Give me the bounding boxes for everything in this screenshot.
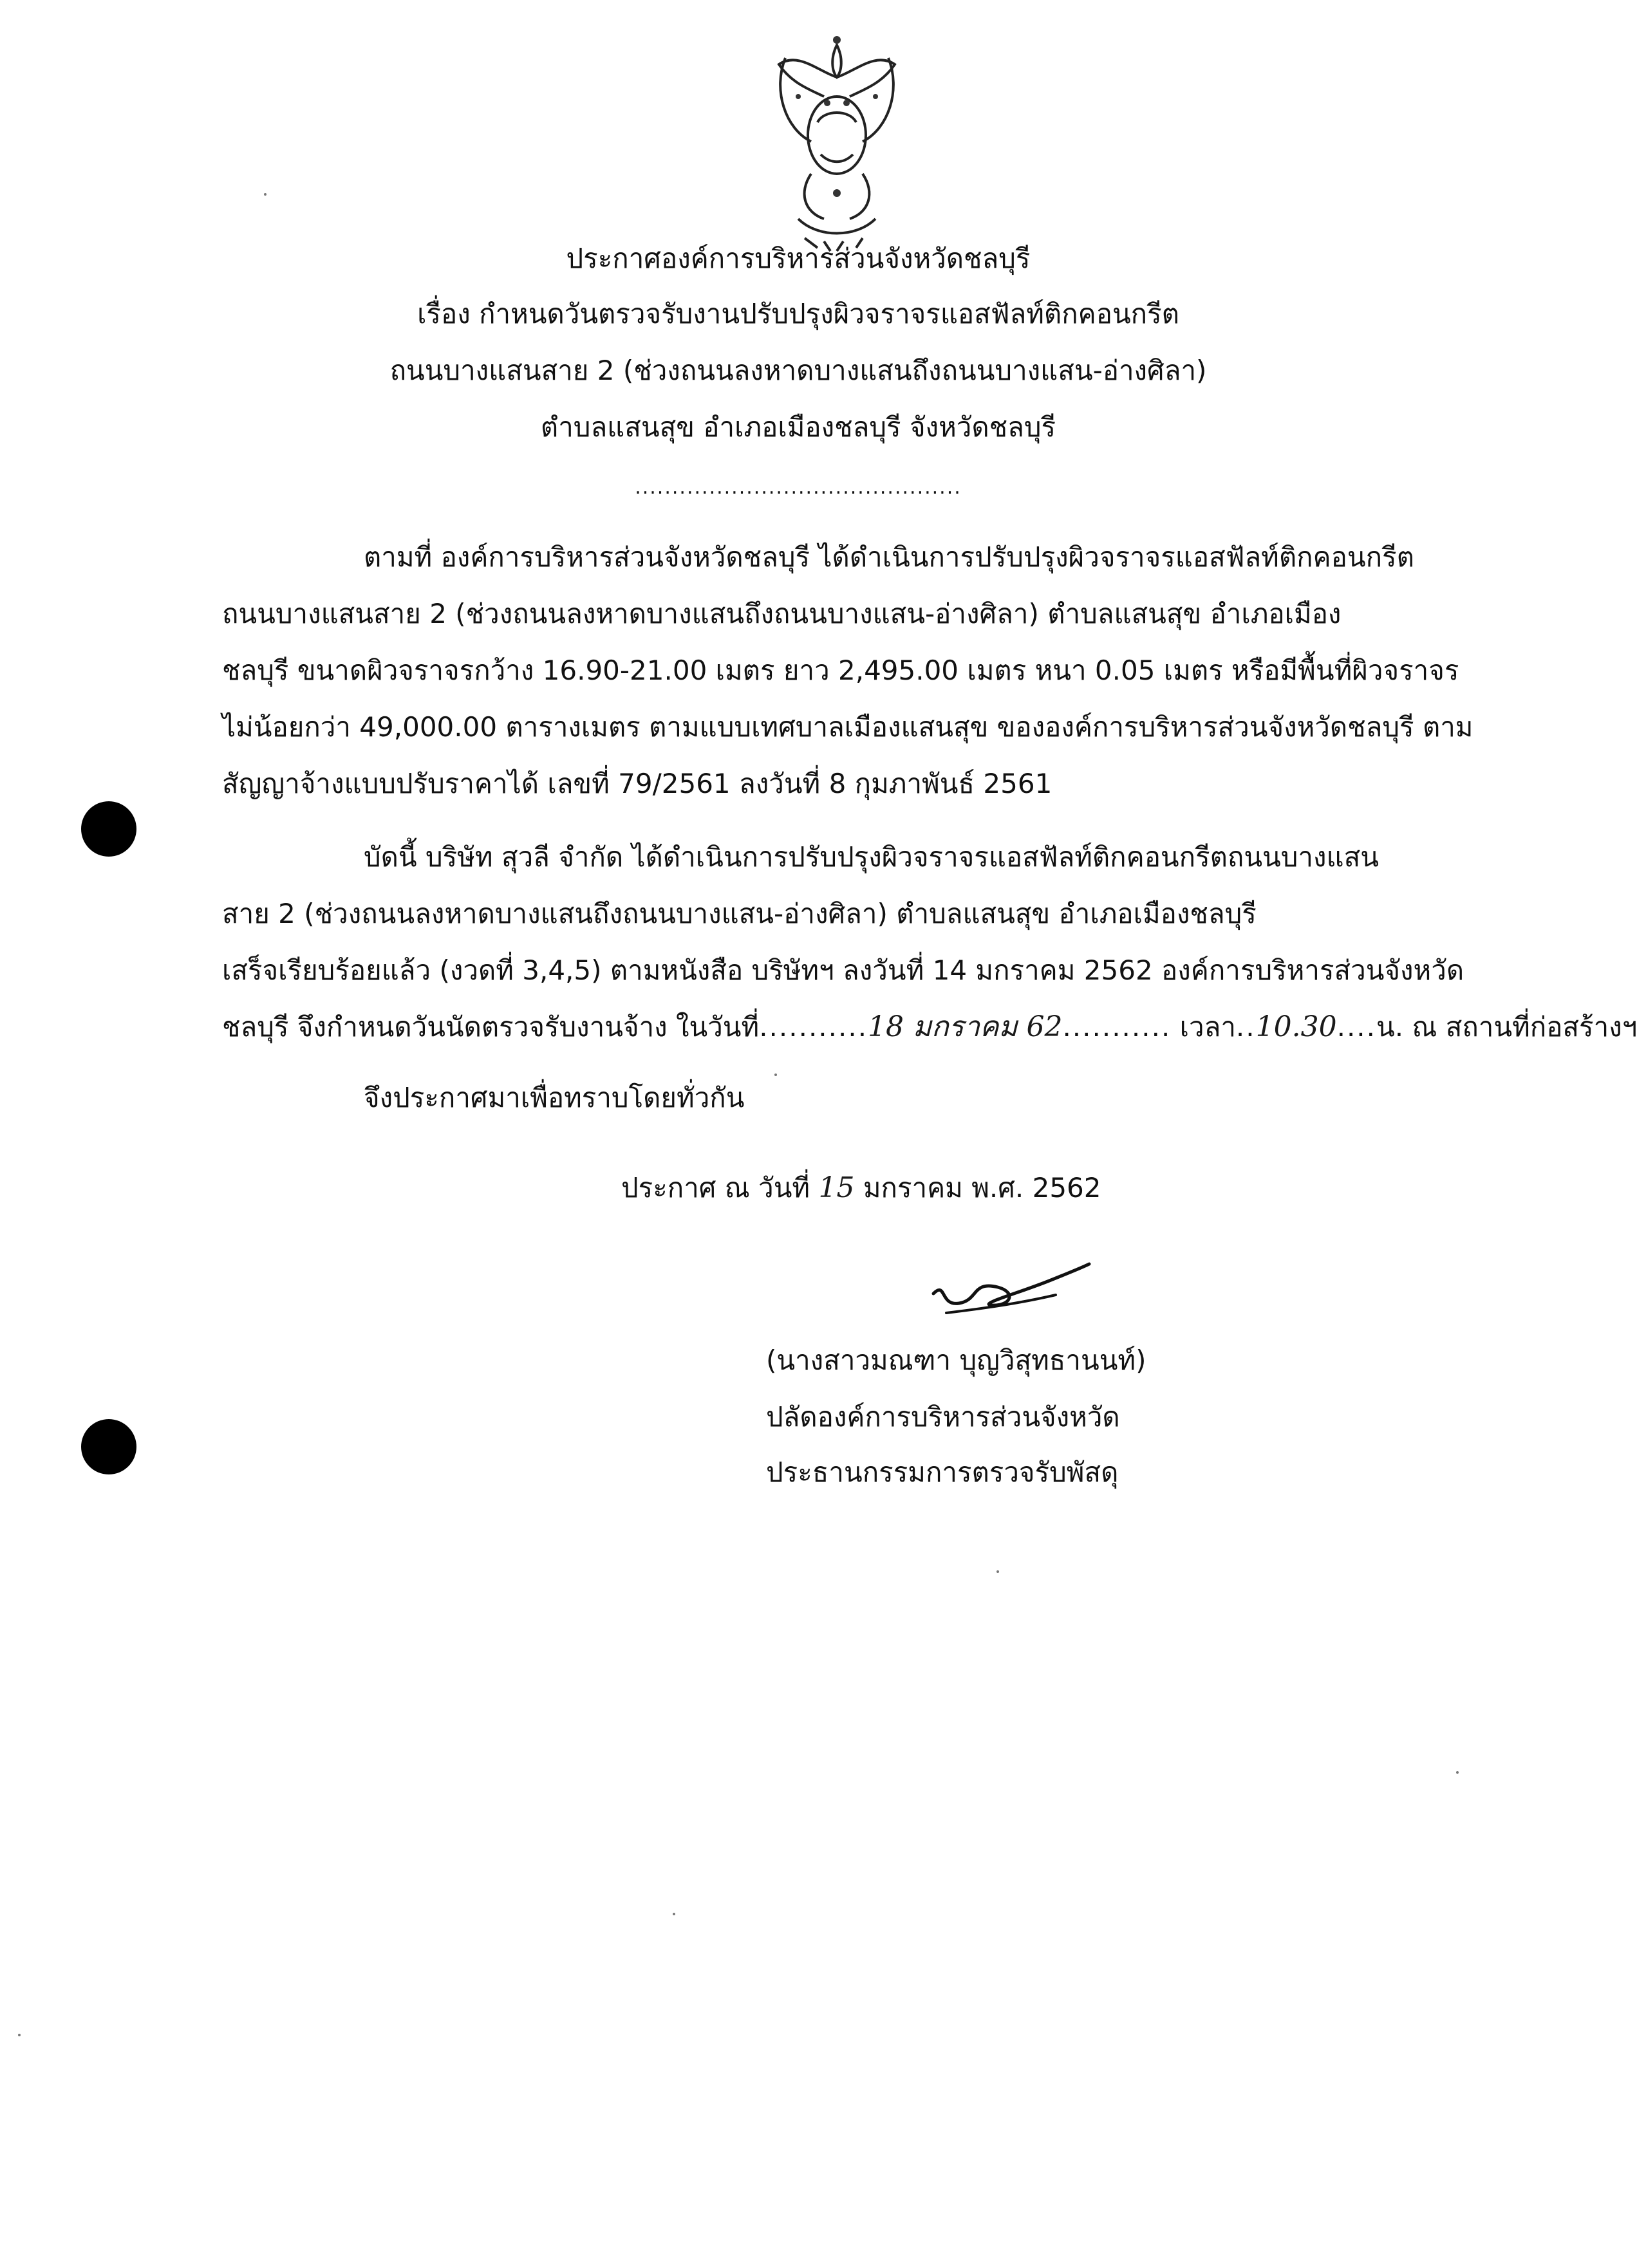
scan-speck: [774, 1074, 777, 1076]
handwritten-date: 18 มกราคม 62: [868, 1010, 1063, 1043]
announcement-title: ประกาศองค์การบริหารส่วนจังหวัดชลบุรี: [566, 243, 1031, 274]
time-label: เวลา: [1179, 1011, 1236, 1043]
road-line: ถนนบางแสนสาย 2 (ช่วงถนนลงหาดบางแสนถึงถนนบางแสน-อ่างศิลา): [389, 355, 1207, 386]
paragraph1-line: ตามที่ องค์การบริหารส่วนจังหวัดชลบุรี ได้ดำเนินการปรับปรุงผิวจราจรแอสฟัลท์ติกคอนกรีต: [364, 541, 1414, 573]
paragraph1-line: ถนนบางแสนสาย 2 (ช่วงถนนลงหาดบางแสนถึงถนนบางแสน-อ่างศิลา) ตำบลแสนสุข อำเภอเมือง: [222, 598, 1342, 629]
handwritten-time: 10.30: [1255, 1010, 1337, 1043]
fill-dots: ...........: [1062, 1011, 1172, 1043]
scan-speck: [673, 1913, 675, 1915]
paragraph1-line: สัญญาจ้างแบบปรับราคาได้ เลขที่ 79/2561 ลงวันที่ 8 กุมภาพันธ์ 2561: [222, 768, 1052, 799]
scan-speck: [996, 1570, 999, 1573]
header-separator: ............................................: [635, 476, 962, 499]
fill-dots: ....: [1336, 1011, 1376, 1043]
signatory-committee-role: ประธานกรรมการตรวจรับพัสดุ: [766, 1456, 1119, 1488]
announced-prefix: ประกาศ ณ วันที่: [621, 1172, 810, 1204]
subject-line: เรื่อง กำหนดวันตรวจรับงานปรับปรุงผิวจราจรแอสฟัลท์ติกคอนกรีต: [417, 298, 1179, 330]
scan-speck: [18, 2034, 21, 2036]
paragraph2-line: สาย 2 (ช่วงถนนลงหาดบางแสนถึงถนนบางแสน-อ่างศิลา) ตำบลแสนสุข อำเภอเมืองชลบุรี: [222, 898, 1257, 929]
announced-date-line: [621, 1169, 1101, 1207]
handwritten-day: 15: [818, 1171, 855, 1204]
fill-dots: ...........: [759, 1011, 868, 1043]
signatory-position: ปลัดองค์การบริหารส่วนจังหวัด: [766, 1401, 1120, 1433]
paragraph2-line: เสร็จเรียบร้อยแล้ว (งวดที่ 3,4,5) ตามหนังสือ บริษัทฯ ลงวันที่ 14 มกราคม 2562 องค์การบริหารส่วนจังหวัด: [222, 954, 1464, 986]
schedule-suffix: น. ณ สถานที่ก่อสร้างฯ: [1376, 1011, 1637, 1043]
closing-line: จึงประกาศมาเพื่อทราบโดยทั่วกัน: [364, 1082, 745, 1113]
signatory-name: (นางสาวมณฑา บุญวิสุทธานนท์): [766, 1344, 1146, 1376]
punch-hole: [81, 801, 136, 857]
announced-rest: มกราคม พ.ศ. 2562: [863, 1172, 1101, 1204]
paragraph1-line: ไม่น้อยกว่า 49,000.00 ตารางเมตร ตามแบบเทศบาลเมืองแสนสุข ขององค์การบริหารส่วนจังหวัดชลบุรี ตาม: [222, 711, 1473, 743]
scan-speck: [264, 193, 267, 196]
paragraph1-line: ชลบุรี ขนาดผิวจราจรกว้าง 16.90-21.00 เมตร ยาว 2,495.00 เมตร หนา 0.05 เมตร หรือมีพื้นที่ผิวจราจร: [222, 655, 1459, 686]
signature-icon: [921, 1242, 1101, 1326]
fill-dots: ..: [1235, 1011, 1256, 1043]
schedule-line: [222, 1008, 1637, 1046]
punch-hole: [81, 1419, 136, 1474]
scan-speck: [1456, 1771, 1459, 1774]
location-line: ตำบลแสนสุข อำเภอเมืองชลบุรี จังหวัดชลบุรี: [540, 411, 1056, 443]
garuda-emblem-icon: [760, 26, 914, 257]
schedule-prefix: ชลบุรี จึงกำหนดวันนัดตรวจรับงานจ้าง ในวันที่: [222, 1011, 760, 1043]
paragraph2-line: บัดนี้ บริษัท สุวลี จำกัด ได้ดำเนินการปรับปรุงผิวจราจรแอสฟัลท์ติกคอนกรีตถนนบางแสน: [364, 841, 1379, 873]
